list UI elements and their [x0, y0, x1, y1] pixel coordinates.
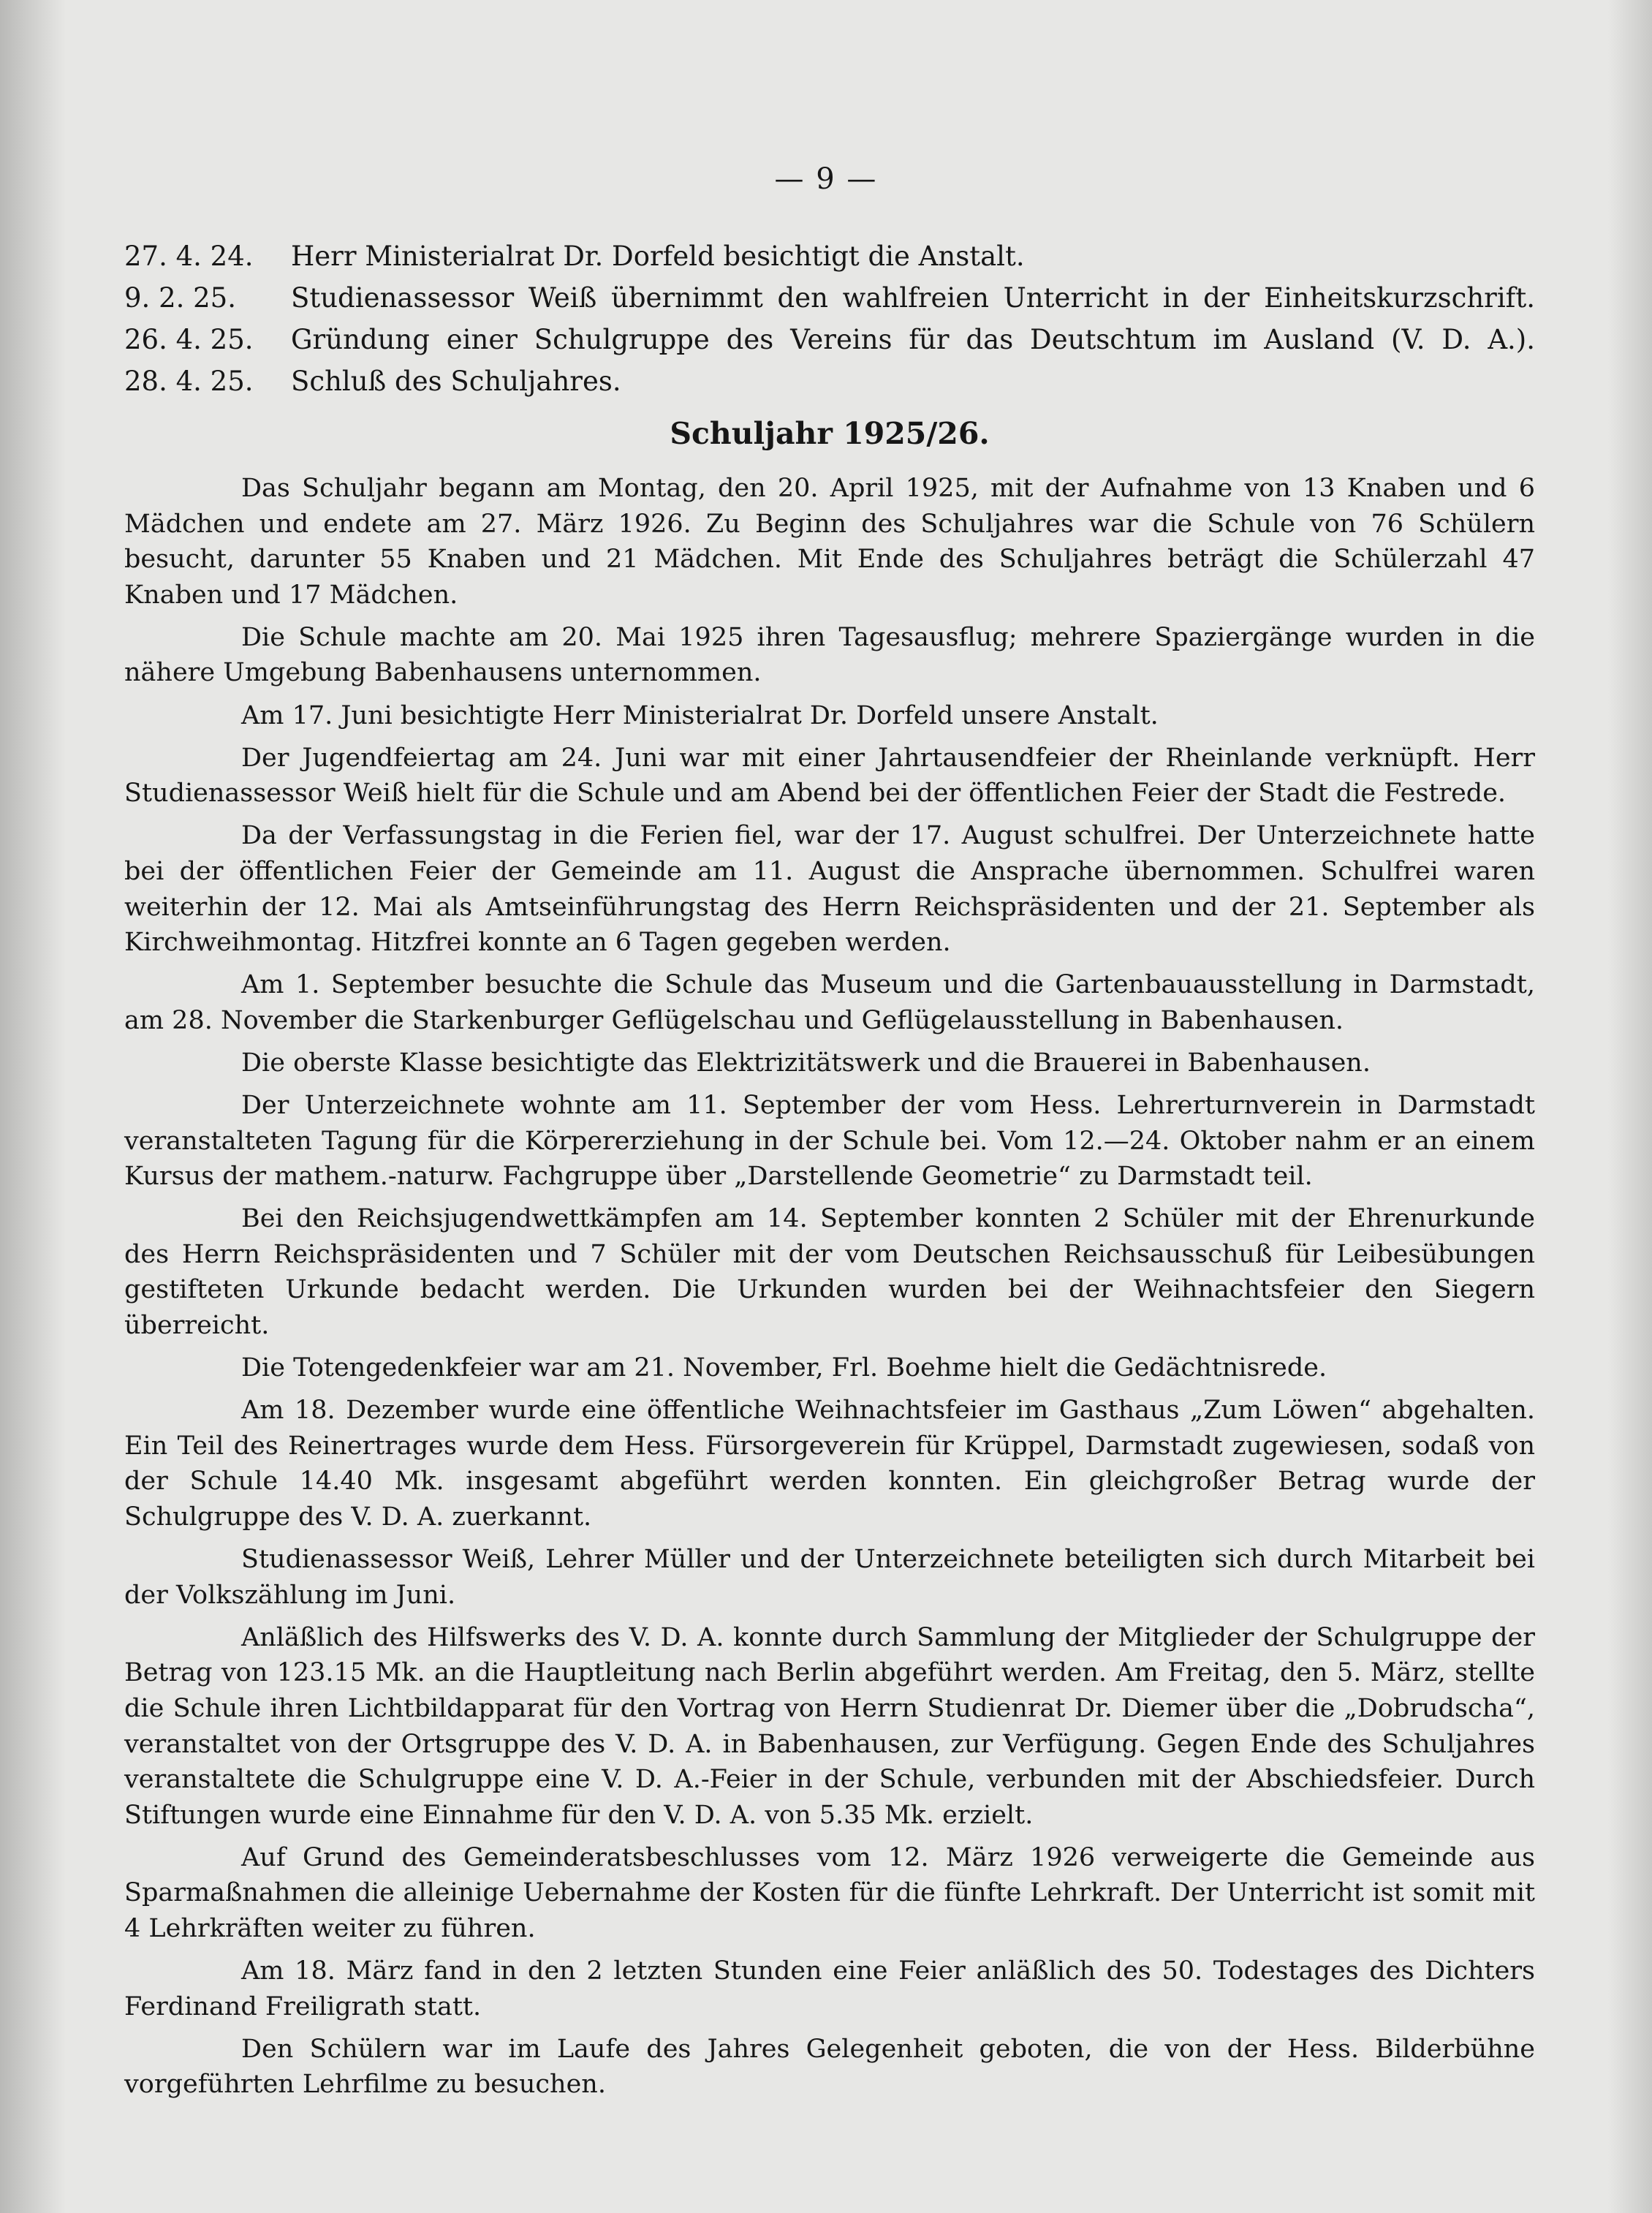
- chronicle-entry: [124, 235, 1535, 277]
- text-body: [124, 235, 1535, 2110]
- paragraph: Am 18. Dezember wurde eine öffentliche Weihnachtsfeier im Gasthaus „Zum Löwen“ abgehalten. Ein Teil des Reinertrages wurde dem Hess. Fürsorgeverein für Krüppel, Darmstadt zugewiesen, sodaß von der Schule 14.40 Mk. insgesamt abgeführt werden konnten. Ein gleichgroßer Betrag wurde der Schulgruppe des V. D. A. zuerkannt.: [124, 1396, 1535, 1532]
- paragraph: Am 1. September besuchte die Schule das Museum und die Gartenbauausstellung in Darmstadt, am 28. November die Starkenburger Geflügelschau und Geflügelausstellung in Babenhausen.: [124, 970, 1535, 1035]
- paragraph: Die Schule machte am 20. Mai 1925 ihren Tagesausflug; mehrere Spaziergänge wurden in die nähere Umgebung Babenhausens unternommen.: [124, 622, 1535, 688]
- paragraph: Am 18. März fand in den 2 letzten Stunden eine Feier anläßlich des 50. Todestages des Dichters Ferdinand Freiligrath statt.: [124, 1956, 1535, 2021]
- chronicle-entry: [124, 360, 1535, 402]
- chronicle-text: Herr Ministerialrat Dr. Dorfeld besichtigt die Anstalt.: [291, 241, 1025, 272]
- paragraph: Die Totengedenkfeier war am 21. November, Frl. Boehme hielt die Gedächtnisrede.: [241, 1353, 1327, 1383]
- paragraph: Da der Verfassungstag in die Ferien fiel, war der 17. August schulfrei. Der Unterzeichnete hatte bei der öffentlichen Feier der Gemeinde am 11. August die Ansprache übernommen. Schulfrei waren weiterhin der 12. Mai als Amtseinführungstag des Herrn Reichspräsidenten und der 21. September als Kirchweihmontag. Hitzfrei konnte an 6 Tagen gegeben werden.: [124, 821, 1535, 958]
- chronicle-text: Gründung einer Schulgruppe des Vereins für das Deutschtum im Ausland (V. D. A.).: [291, 324, 1535, 355]
- chronicle-entry: [124, 277, 1535, 319]
- paragraph: Am 17. Juni besichtigte Herr Ministerialrat Dr. Dorfeld unsere Anstalt.: [241, 700, 1159, 730]
- paragraph: Den Schülern war im Laufe des Jahres Gelegenheit geboten, die von der Hess. Bilderbühne vorgeführten Lehrfilme zu besuchen.: [124, 2034, 1535, 2100]
- paragraph: Der Unterzeichnete wohnte am 11. September der vom Hess. Lehrerturnverein in Darmstadt veranstalteten Tagung für die Körpererziehung in der Schule bei. Vom 12.—24. Oktober nahm er an einem Kursus der mathem.-naturw. Fachgruppe über „Darstellende Geometrie“ zu Darmstadt teil.: [124, 1091, 1535, 1192]
- section-title: Schuljahr 1925/26.: [670, 416, 990, 451]
- paragraph: Das Schuljahr begann am Montag, den 20. April 1925, mit der Aufnahme von 13 Knaben und 6 Mädchen und endete am 27. März 1926. Zu Beginn des Schuljahres war die Schule von 76 Schülern besucht, darunter 55 Knaben und 21 Mädchen. Mit Ende des Schuljahres beträgt die Schülerzahl 47 Knaben und 17 Mädchen.: [124, 474, 1535, 610]
- chronicle-date: 28. 4. 25.: [124, 366, 254, 397]
- paragraph: Anläßlich des Hilfswerks des V. D. A. konnte durch Sammlung der Mitglieder der Schulgruppe der Betrag von 123.15 Mk. an die Hauptleitung nach Berlin abgeführt werden. Am Freitag, den 5. März, stellte die Schule ihren Lichtbildapparat für den Vortrag von Herrn Studienrat Dr. Diemer über die „Dobrudscha“, veranstaltet von der Ortsgruppe des V. D. A. in Babenhausen, zur Verfügung. Gegen Ende des Schuljahres veranstaltete die Schulgruppe eine V. D. A.-Feier in der Schule, verbunden mit der Abschiedsfeier. Durch Stiftungen wurde eine Einnahme für den V. D. A. von 5.35 Mk. erzielt.: [124, 1622, 1535, 1830]
- scan-edge-shadow-right: [1608, 0, 1652, 2213]
- chronicle-date: 26. 4. 25.: [124, 324, 254, 355]
- paragraph: Auf Grund des Gemeinderatsbeschlusses vom 12. März 1926 verweigerte die Gemeinde aus Sparmaßnahmen die alleinige Uebernahme der Kosten für die fünfte Lehrkraft. Der Unterricht ist somit mit 4 Lehrkräften weiter zu führen.: [124, 1842, 1535, 1944]
- page-number: — 9 —: [774, 162, 878, 196]
- paragraph: Der Jugendfeiertag am 24. Juni war mit einer Jahrtausendfeier der Rheinlande verknüpft. Herr Studienassessor Weiß hielt für die Schule und am Abend bei der öffentlichen Feier der Stadt die Festrede.: [124, 743, 1535, 809]
- chronicle-text: Schluß des Schuljahres.: [291, 366, 621, 397]
- chronicle-date: 27. 4. 24.: [124, 241, 254, 272]
- chronicle-entry: [124, 319, 1535, 360]
- paragraph: Die oberste Klasse besichtigte das Elektrizitätswerk und die Brauerei in Babenhausen.: [241, 1048, 1371, 1078]
- paragraph: Studienassessor Weiß, Lehrer Müller und der Unterzeichnete beteiligten sich durch Mitarbeit bei der Volkszählung im Juni.: [124, 1545, 1535, 1610]
- paragraph: Bei den Reichsjugendwettkämpfen am 14. September konnten 2 Schüler mit der Ehrenurkunde des Herrn Reichspräsidenten und 7 Schüler mit der vom Deutschen Reichsausschuß für Leibesübungen gestifteten Urkunde bedacht werden. Die Urkunden wurden bei der Weihnachtsfeier den Siegern überreicht.: [124, 1204, 1535, 1341]
- scan-edge-shadow-left: [0, 0, 66, 2213]
- chronicle-date: 9. 2. 25.: [124, 282, 236, 314]
- chronicle-text: Studienassessor Weiß übernimmt den wahlfreien Unterricht in der Einheitskurzschrift.: [291, 282, 1535, 314]
